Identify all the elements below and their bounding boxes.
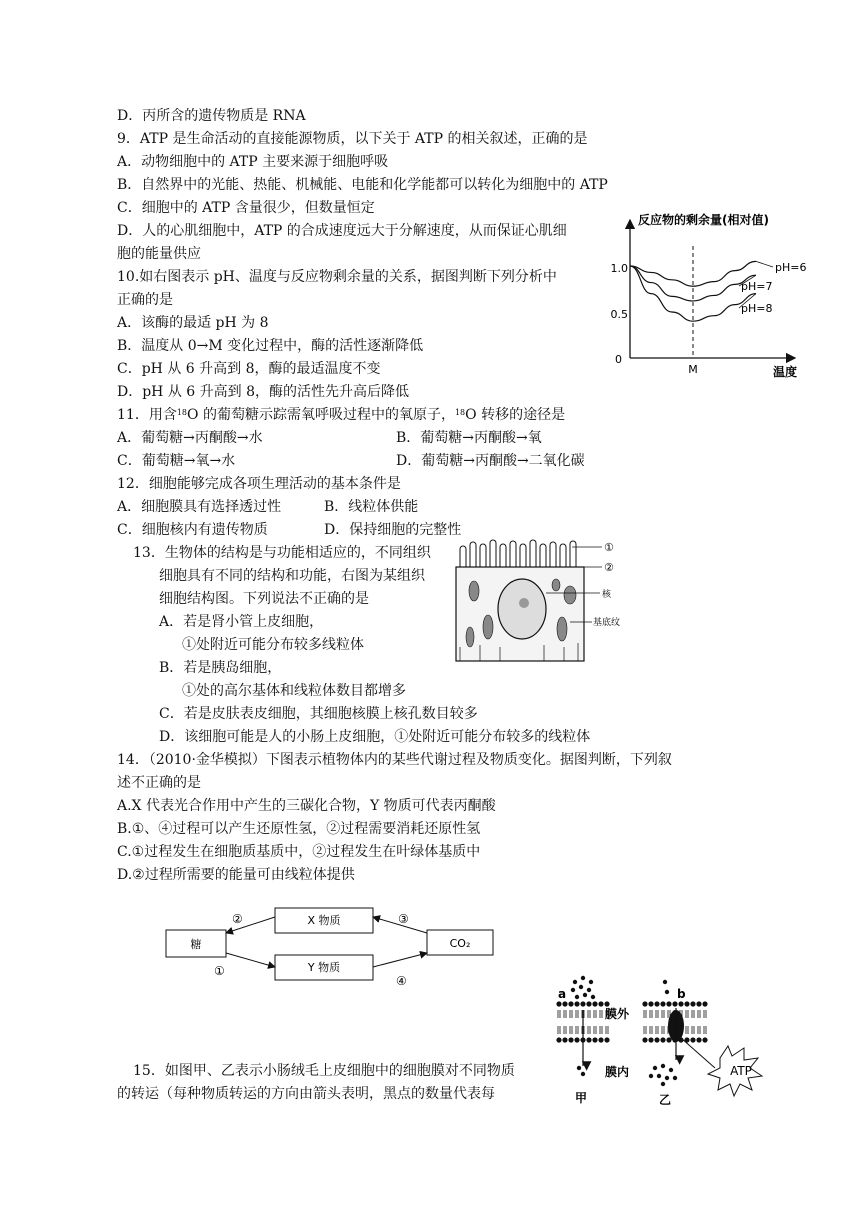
svg-text:ATP: ATP — [730, 1064, 752, 1078]
series-label-ph-7: pH=7 — [741, 280, 773, 293]
q12-stem: 12．细胞能够完成各项生理活动的基本条件是 — [117, 476, 401, 492]
q9-option-a: A．动物细胞中的 ATP 主要来源于细胞呼吸 — [117, 154, 389, 170]
q14-option-c: C.①过程发生在细胞质基质中，②过程发生在叶绿体基质中 — [117, 844, 481, 860]
svg-text:糖: 糖 — [190, 938, 202, 951]
q13-stem-line3: 细胞结构图。下列说法不正确的是 — [159, 591, 369, 607]
q11-option-d: D．葡萄糖→丙酮酸→二氧化碳 — [396, 453, 585, 469]
q9-option-b: B．自然界中的光能、热能、机械能、电能和化学能都可以转化为细胞中的 ATP — [117, 177, 608, 193]
q13-option-b-line2: ①处的高尔基体和线粒体数目都增多 — [182, 683, 406, 699]
svg-text:b: b — [677, 987, 686, 1001]
q13-option-a-line2: ①处附近可能分布较多线粒体 — [182, 637, 364, 653]
membrane-figure — [555, 968, 795, 1108]
q13-stem-line2: 细胞具有不同的结构和功能，右图为某组织 — [159, 568, 425, 584]
dots-a-outside — [571, 976, 595, 999]
series-label-ph-8: pH=8 — [741, 302, 773, 315]
svg-text:Y 物质: Y 物质 — [307, 961, 341, 974]
q10-option-a: A．该酶的最适 pH 为 8 — [117, 315, 269, 331]
q9-option-d-line1: D．人的心肌细胞中，ATP 的合成速度远大于分解速度，从而保证心肌细 — [117, 223, 567, 239]
cell-structure-figure — [452, 537, 622, 665]
q10-stem-line1: 10.如右图表示 pH、温度与反应物剩余量的关系，据图判断下列分析中 — [117, 269, 557, 285]
step-2: ② — [232, 912, 243, 926]
q13-stem-line1: 13．生物体的结构是与功能相适应的，不同组织 — [133, 545, 431, 561]
q9-option-d-line2: 胞的能量供应 — [117, 246, 201, 262]
x-tick-m: M — [688, 363, 698, 376]
step-1: ① — [214, 964, 225, 978]
q13-option-b-line1: B．若是胰岛细胞， — [159, 660, 282, 676]
cell-label-nucleus: 核 — [602, 590, 612, 600]
q8-option-d: D．丙所含的遗传物质是 RNA — [117, 108, 306, 124]
chart-xlabel: 温度 — [773, 365, 798, 379]
q10-option-d: D．pH 从 6 升高到 8，酶的活性先升高后降低 — [117, 384, 410, 400]
svg-text:a: a — [558, 987, 567, 1001]
q15-stem-line1: 15．如图甲、乙表示小肠绒毛上皮细胞中的细胞膜对不同物质 — [133, 1063, 515, 1079]
q11-option-a: A．葡萄糖→丙酮酸→水 — [117, 430, 263, 446]
q10-option-b: B．温度从 0→M 变化过程中，酶的活性逐渐降低 — [117, 338, 424, 354]
q12-option-a: A．细胞膜具有选择透过性 — [117, 499, 282, 515]
svg-text:膜外: 膜外 — [605, 1007, 630, 1021]
q14-option-b: B.①、④过程可以产生还原性氢，②过程需要消耗还原性氢 — [117, 821, 481, 837]
chart-ylabel: 反应物的剩余量(相对值) — [638, 213, 769, 227]
svg-text:甲: 甲 — [574, 1091, 588, 1105]
svg-text:X 物质: X 物质 — [307, 914, 341, 927]
metabolism-diagram — [160, 903, 505, 988]
dots-b-outside — [663, 980, 669, 994]
cell-label-basal: 基底纹 — [593, 618, 621, 628]
svg-text:膜内: 膜内 — [605, 1065, 630, 1079]
q12-option-c: C．细胞核内有遗传物质 — [117, 522, 268, 538]
cell-label-2: ② — [604, 561, 614, 574]
cell-label-1: ① — [604, 541, 614, 554]
q14-stem-line1: 14．（2010·金华模拟）下图表示植物体内的某些代谢过程及物质变化。据图判断，下列叙 — [117, 752, 672, 768]
q12-option-d: D．保持细胞的完整性 — [324, 522, 462, 538]
q13-option-d: D．该细胞可能是人的小肠上皮细胞，①处附近可能分布较多的线粒体 — [159, 729, 591, 745]
q11-option-c: C．葡萄糖→氧→水 — [117, 453, 236, 469]
nucleus — [498, 579, 546, 639]
q13-option-c: C．若是皮肤表皮细胞，其细胞核膜上核孔数目较多 — [159, 706, 478, 722]
svg-text:乙: 乙 — [658, 1093, 672, 1107]
q12-option-b: B．线粒体供能 — [324, 499, 419, 515]
step-3: ③ — [398, 912, 409, 926]
svg-text:CO₂: CO₂ — [449, 937, 471, 950]
q9-option-c: C．细胞中的 ATP 含量很少，但数量恒定 — [117, 200, 375, 216]
step-4: ④ — [396, 974, 407, 988]
q14-stem-line2: 述不正确的是 — [117, 775, 201, 791]
enzyme-chart — [610, 208, 810, 383]
q14-option-a: A.X 代表光合作用中产生的三碳化合物，Y 物质可代表丙酮酸 — [117, 798, 496, 814]
series-label-ph-6: pH=6 — [775, 261, 807, 274]
q11-stem: 11．用含$^{18}$O 的葡萄糖示踪需氧呼吸过程中的氧原子，$^{18}$O 转移的途径是 — [117, 407, 566, 423]
q11-option-b: B．葡萄糖→丙酮酸→氧 — [396, 430, 542, 446]
q15-stem-line2: 的转运（每种物质转运的方向由箭头表明，黑点的数量代表每 — [117, 1086, 495, 1102]
q10-option-c: C．pH 从 6 升高到 8，酶的最适温度不变 — [117, 361, 381, 377]
q10-stem-line2: 正确的是 — [117, 292, 173, 308]
dots-a-inside — [577, 1066, 585, 1076]
q13-option-a-line1: A．若是肾小管上皮细胞， — [159, 614, 324, 630]
q9-stem: 9．ATP 是生命活动的直接能源物质，以下关于 ATP 的相关叙述，正确的是 — [117, 131, 588, 147]
y-tick-0-5: 0.5 — [610, 308, 628, 321]
q14-option-d: D.②过程所需要的能量可由线粒体提供 — [117, 867, 355, 883]
y-tick-0: 0 — [615, 353, 622, 366]
y-tick-1-0: 1.0 — [610, 262, 628, 275]
dots-b-inside — [649, 1064, 677, 1086]
